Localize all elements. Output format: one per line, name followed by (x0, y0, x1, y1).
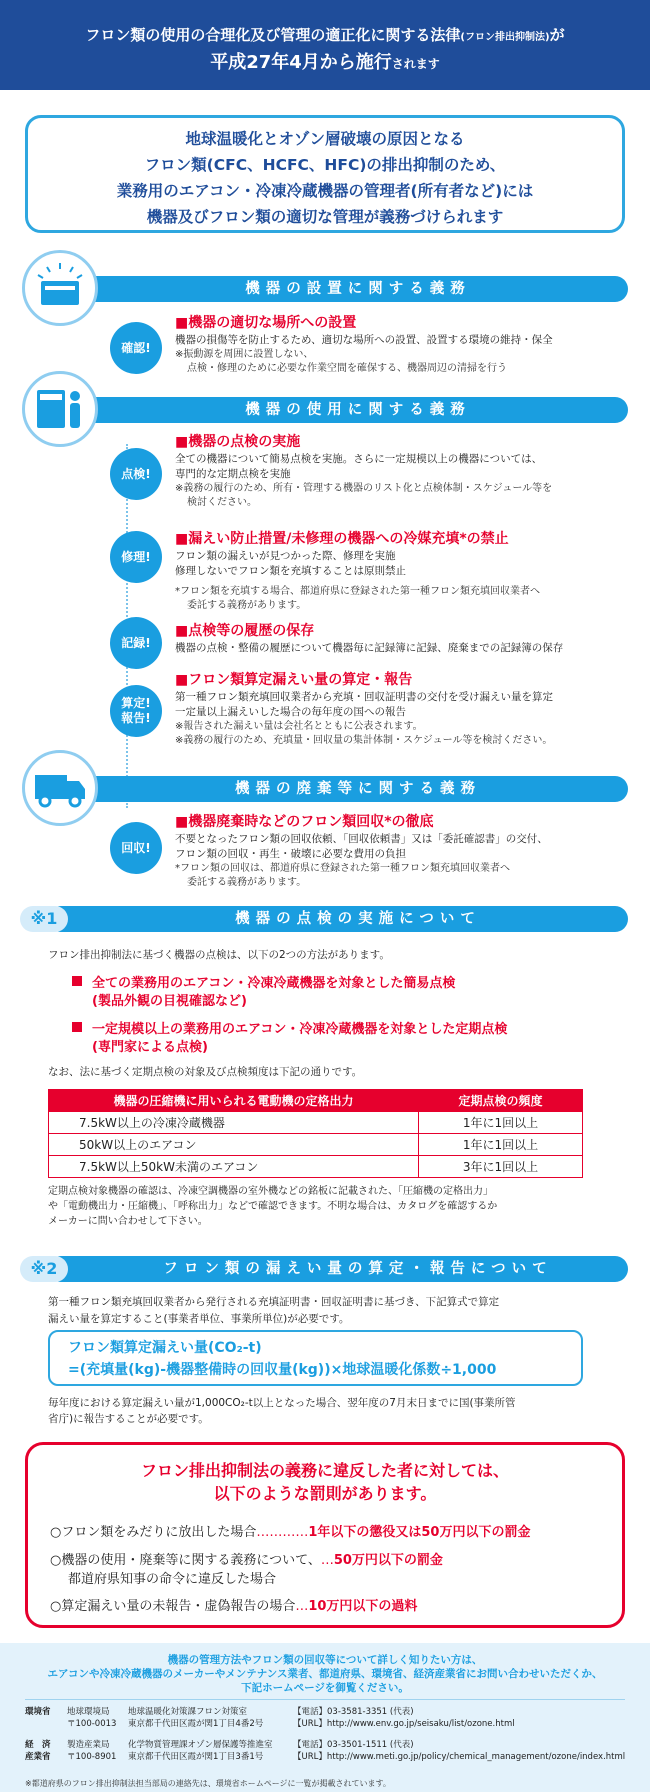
method-periodic (72, 1021, 612, 1039)
note1-intro: フロン排出抑制法に基づく機器の点検は、以下の2つの方法があります。 (48, 949, 390, 961)
badge-inspect: 点検! (110, 448, 162, 500)
note1-pretable: なお、法に基づく定期点検の対象及び点検頻度は下記の通りです。 (48, 1066, 363, 1078)
penalty-value: 50万円以下の罰金 (333, 1553, 443, 1568)
penalty-row (50, 1597, 417, 1616)
inspect-block (175, 432, 635, 510)
table-row (49, 1112, 583, 1134)
table-row (49, 1134, 583, 1156)
penalty-case: ○算定漏えい量の未報告・虚偽報告の場合 (50, 1599, 296, 1614)
method-simple (72, 975, 612, 993)
report-note: ※義務の履行のため、充填量・回収量の集計体制・スケジュール等を検討ください。 (175, 735, 553, 746)
penalty-box (25, 1442, 625, 1628)
disposal-note: 委託する義務があります。 (187, 877, 307, 888)
intro-box (25, 115, 625, 233)
table-header-frequency: 定期点検の頻度 (419, 1090, 583, 1112)
disposal-note: *フロン類の回収は、都道府県に登録された第一種フロン類充填回収業者へ (175, 863, 510, 874)
table-row (49, 1156, 583, 1178)
repair-title: ■漏えい防止措置/未修理の機器への冷媒充填*の禁止 (175, 531, 509, 547)
badge-collect: 回収! (110, 822, 162, 874)
note2-intro-line: 漏えい量を算定すること(事業者単位、事業所単位)が必要です。 (48, 1313, 350, 1325)
footer-lead-line: エアコンや冷凍冷蔵機器のメーカーやメンテナンス業者、都道府県、環境省、経済産業省にお問い合わせいただくか、 (47, 1668, 603, 1680)
disposal-picto (22, 750, 98, 826)
report-block (175, 670, 635, 748)
header-law-short: (フロン排出抑制法) (460, 32, 550, 43)
footer-divider (25, 1699, 625, 1700)
note1-section-bar: 機器の点検の実施について (48, 906, 628, 932)
contact-url-link[interactable]: 【URL】http://www.env.go.jp/seisaku/list/ozone.html (293, 1719, 515, 1729)
penalty-value: 10万円以下の過料 (308, 1599, 418, 1614)
note2-post-line: 毎年度における算定漏えい量が1,000CO₂-t以上となった場合、翌年度の7月末日までに国(事業所管 (48, 1397, 516, 1409)
footer-lead-line: 機器の管理方法やフロン類の回収等について詳しく知りたい方は、 (167, 1654, 483, 1666)
badge-calc-label: 算定! (121, 696, 151, 710)
report-note: ※報告された漏えい量は会社名とともに公表されます。 (175, 721, 423, 732)
method-simple-text: 全ての業務用のエアコン・冷凍冷蔵機器を対象とした簡易点検 (92, 976, 456, 991)
air-conditioner-icon (25, 253, 95, 323)
truck-icon (25, 753, 95, 823)
refrigerator-person-icon (25, 374, 95, 444)
inspection-frequency-table (48, 1089, 583, 1178)
note1-method-list (72, 975, 612, 1057)
table-cell: 1年に1回以上 (419, 1134, 583, 1156)
note2-post (48, 1395, 623, 1427)
header-suffix: されます (391, 57, 440, 71)
badge-repair: 修理! (110, 531, 162, 583)
penalty-case: ○フロン類をみだりに放出した場合 (50, 1525, 257, 1540)
formula-title: フロン類算定漏えい量(CO₂-t) (68, 1340, 262, 1356)
note1-post-line: 定期点検対象機器の確認は、冷凍空調機器の室外機などの銘板に記載された、「圧縮機の定格出力」 (48, 1186, 493, 1197)
note2-intro (48, 1294, 623, 1328)
report-text: 一定量以上漏えいした場合の毎年度の国への報告 (175, 706, 406, 718)
penalty-title-line: フロン排出抑制法の義務に違反した者に対しては、 (140, 1461, 509, 1480)
contact-meti (25, 1739, 635, 1765)
note1-post-line: や「電動機出力・圧縮機」、「呼称出力」などで確認できます。不明な場合は、カタログを確認するか (48, 1201, 498, 1212)
contact-ministry: 産業省 (25, 1752, 51, 1762)
method-periodic-text: 一定規模以上の業務用のエアコン・冷凍冷蔵機器を対象とした定期点検 (92, 1022, 508, 1037)
contact-ministry: 環境省 (25, 1707, 51, 1717)
intro-line: 機器及びフロン類の適切な管理が義務づけられます (146, 208, 504, 226)
intro-line: フロン類(CFC、HCFC、HFC)の排出抑制のため、 (144, 156, 506, 174)
formula-expression: =(充填量(kg)-機器整備時の回収量(kg))×地球温暖化係数÷1,000 (68, 1362, 497, 1378)
table-cell: 3年に1回以上 (419, 1156, 583, 1178)
penalty-row (50, 1523, 530, 1542)
use-section-bar: 機器の使用に関する義務 (48, 397, 628, 423)
disposal-text: フロン類の回収・再生・破壊に必要な費用の負担 (175, 848, 406, 860)
penalty-dots: … (320, 1553, 334, 1568)
contact-bureau: 地球環境局 (67, 1707, 110, 1717)
header-law-name: フロン類の使用の合理化及び管理の適正化に関する法律 (85, 26, 461, 44)
note1-posttable (48, 1184, 623, 1229)
disposal-block (175, 812, 635, 890)
use-picto (22, 371, 98, 447)
intro-line: 業務用のエアコン・冷凍冷蔵機器の管理者(所有者など)には (116, 182, 534, 200)
contact-bureau: 製造産業局 (67, 1740, 110, 1750)
table-cell: 50kW以上のエアコン (49, 1134, 419, 1156)
table-header-row (49, 1090, 583, 1112)
footer-lead-line: 下記ホームページを御覧ください。 (241, 1682, 409, 1694)
contact-phone: 【電話】03-3501-1511 (代表) (293, 1740, 414, 1750)
contact-zip: 〒100-0013 (67, 1719, 117, 1729)
intro-line: 地球温暖化とオゾン層破壊の原因となる (185, 130, 465, 148)
inspect-title: ■機器の点検の実施 (175, 434, 301, 450)
contact-env (25, 1706, 635, 1732)
contact-url-link[interactable]: 【URL】http://www.meti.go.jp/policy/chemical_management/ozone/index.html (293, 1752, 626, 1762)
inspect-text: 専門的な定期点検を実施 (175, 468, 291, 480)
contact-address: 東京都千代田区霞が関1丁目3番1号 (128, 1752, 264, 1762)
note2-intro-line: 第一種フロン類充填回収業者から発行される充填証明書・回収証明書に基づき、下記算式で算定 (48, 1296, 500, 1308)
penalty-title (28, 1459, 622, 1505)
method-simple-sub: (製品外観の目視確認など) (92, 994, 247, 1009)
repair-text: フロン類の漏えいが見つかった際、修理を実施 (175, 550, 396, 562)
header-particle: が (549, 26, 565, 44)
report-title: ■フロン類算定漏えい量の算定・報告 (175, 672, 413, 688)
repair-block (175, 529, 635, 613)
bullet-square (72, 1022, 82, 1032)
install-section-bar: 機器の設置に関する義務 (48, 276, 628, 302)
contact-address: 東京都千代田区霞が関1丁目4番2号 (128, 1719, 264, 1729)
bullet-square (72, 976, 82, 986)
install-note: 点検・修理のために必要な作業空間を確保する、機器周辺の清掃を行う (187, 363, 507, 374)
contact-office: 地球温暖化対策課フロン対策室 (128, 1707, 248, 1717)
install-block (175, 313, 635, 376)
penalty-title-line: 以下のような罰則があります。 (213, 1484, 437, 1503)
repair-text: 修理しないでフロン類を充填することは原則禁止 (175, 565, 406, 577)
table-header-output: 機器の圧縮機に用いられる電動機の定格出力 (49, 1090, 419, 1112)
header-effective-date: 平成27年4月から施行 (210, 52, 392, 73)
contact-office: 化学物質管理課オゾン層保護等推進室 (128, 1740, 273, 1750)
inspect-note: ※義務の履行のため、所有・管理する機器のリスト化と点検体制・スケジュール等を (175, 483, 553, 494)
install-text: 機器の損傷等を防止するため、適切な場所への設置、設置する環境の維持・保全 (175, 334, 553, 346)
table-cell: 1年に1回以上 (419, 1112, 583, 1134)
leak-formula-box (48, 1330, 583, 1386)
note1-post-line: メーカーに問い合わせして下さい。 (48, 1216, 208, 1227)
footer-footnote: ※都道府県のフロン排出抑制法担当部局の連絡先は、環境省ホームページに一覧が掲載されています。 (25, 1779, 391, 1788)
record-block (175, 621, 635, 656)
disposal-section-bar: 機器の廃棄等に関する義務 (48, 776, 628, 802)
record-title: ■点検等の履歴の保存 (175, 623, 315, 639)
penalty-dots: … (295, 1599, 309, 1614)
penalty-case-cont: 都道府県知事の命令に違反した場合 (68, 1572, 277, 1587)
note2-number: ※2 (20, 1256, 68, 1282)
install-picto (22, 250, 98, 326)
table-cell: 7.5kW以上の冷凍冷蔵機器 (49, 1112, 419, 1134)
contact-ministry: 経 済 (25, 1740, 51, 1750)
record-text: 機器の点検・整備の履歴について機器毎に記録簿に記録、廃棄までの記録簿の保存 (175, 642, 564, 654)
header-line2 (0, 49, 650, 78)
method-periodic-sub: (専門家による点検) (92, 1040, 208, 1055)
contact-zip: 〒100-8901 (67, 1752, 117, 1762)
table-cell: 7.5kW以上50kW未満のエアコン (49, 1156, 419, 1178)
repair-note: *フロン類を充填する場合、都道府県に登録された第一種フロン類充填回収業者へ (175, 586, 540, 597)
footer-lead (0, 1653, 650, 1695)
penalty-row (50, 1551, 443, 1570)
header-line1 (0, 24, 650, 49)
report-text: 第一種フロン類充填回収業者から充填・回収証明書の交付を受け漏えい量を算定 (175, 691, 553, 703)
page-header (0, 0, 650, 90)
inspect-text: 全ての機器について簡易点検を実施。さらに一定規模以上の機器については、 (175, 453, 543, 465)
penalty-dots: ………… (256, 1525, 309, 1540)
disposal-title: ■機器廃棄時などのフロン類回収*の徹底 (175, 814, 434, 830)
repair-note: 委託する義務があります。 (187, 600, 307, 611)
disposal-text: 不要となったフロン類の回収依頼、「回収依頼書」又は「委託確認書」の交付、 (175, 833, 548, 845)
badge-record: 記録! (110, 617, 162, 669)
contact-phone: 【電話】03-3581-3351 (代表) (293, 1707, 414, 1717)
install-note: ※振動源を周囲に設置しない、 (175, 349, 314, 360)
penalty-value: 1年以下の懲役又は50万円以下の罰金 (308, 1525, 531, 1540)
note2-section-bar: フロン類の漏えい量の算定・報告について (48, 1256, 628, 1282)
note2-post-line: 省庁)に報告することが必要です。 (48, 1413, 209, 1425)
badge-report-label: 報告! (121, 711, 151, 725)
penalty-case: ○機器の使用・廃棄等に関する義務について、 (50, 1553, 321, 1568)
install-title: ■機器の適切な場所への設置 (175, 315, 357, 331)
badge-confirm: 確認! (110, 322, 162, 374)
note1-number: ※1 (20, 906, 68, 932)
inspect-note: 検討ください。 (187, 497, 257, 508)
badge-calc-report (110, 685, 162, 737)
